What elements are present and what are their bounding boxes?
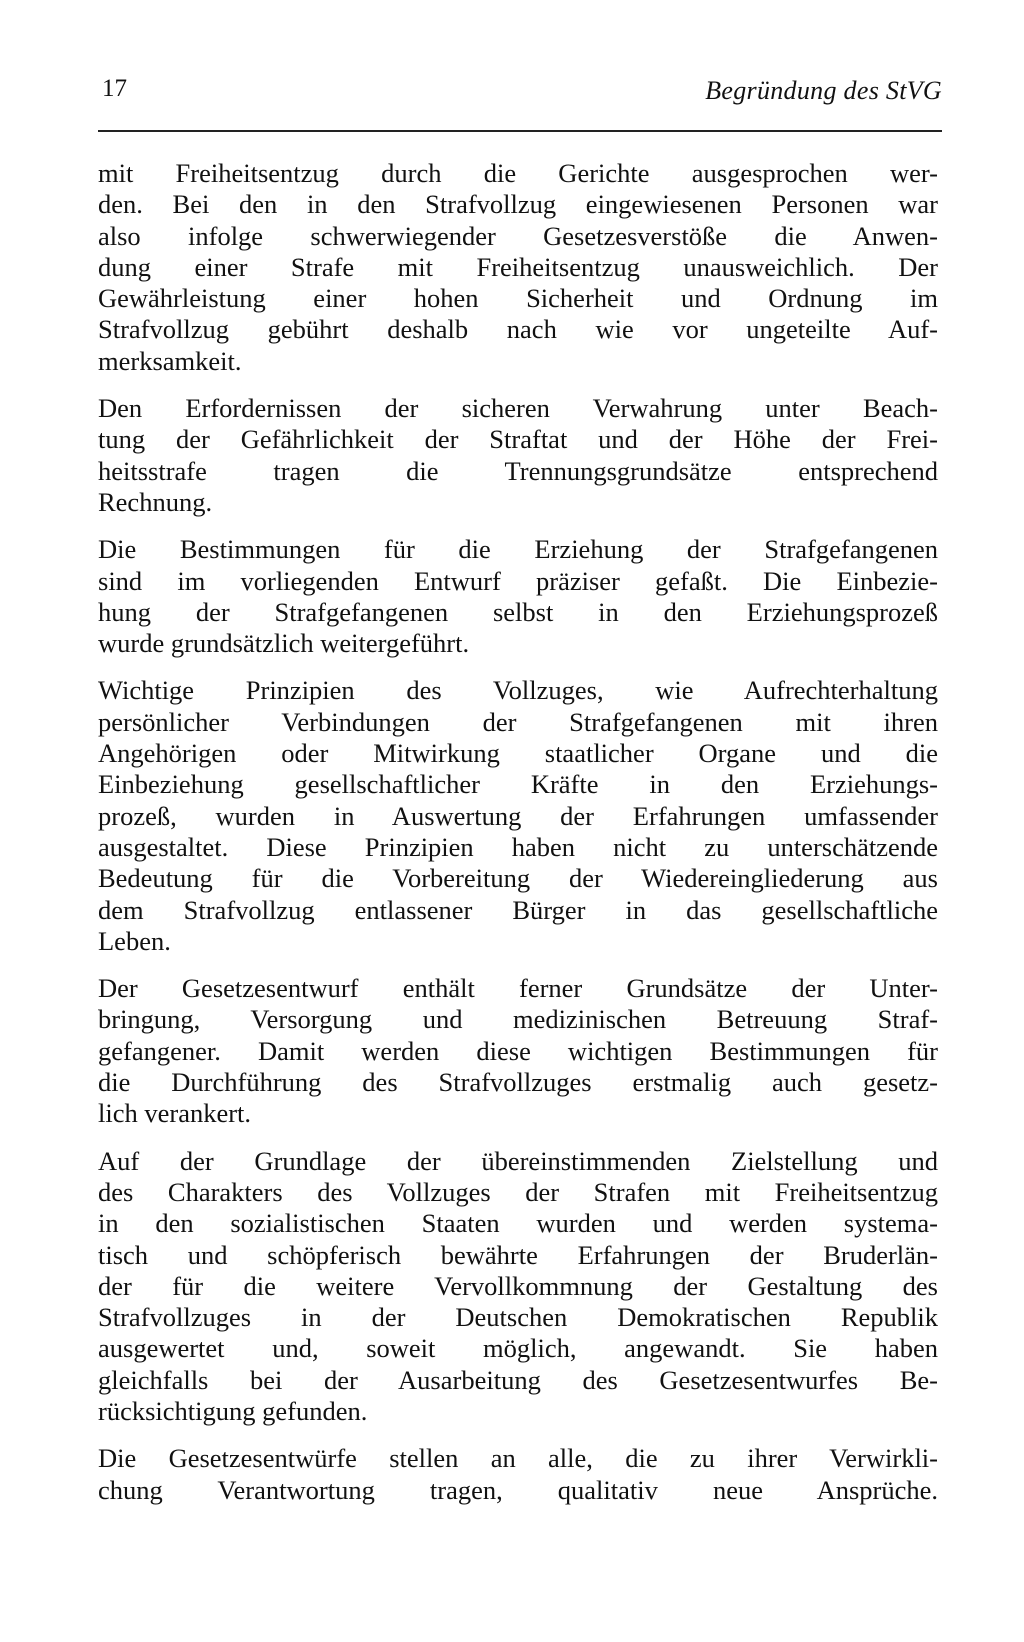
text-line: Gewährleistung einer hohen Sicherheit und Ordnung im [98,283,938,314]
text-line: heitsstrafe tragen die Trennungsgrundsätze entsprechend [98,455,938,486]
text-line: chung Verantwortung tragen, qualitativ neue Ansprüche. [98,1474,938,1505]
page-header [98,74,942,114]
paragraph [98,158,938,377]
text-line: hung der Strafgefangenen selbst in den Erziehungsprozeß [98,596,938,627]
text-line: rücksichtigung gefunden. [98,1395,368,1426]
text-line: Die Gesetzesentwürfe stellen an alle, die zu ihrer Verwirkli- [98,1443,938,1474]
text-line: merksamkeit. [98,345,242,376]
text-line: dem Strafvollzug entlassener Bürger in das gesellschaftliche [98,894,938,925]
text-line: lich verankert. [98,1098,252,1129]
text-line: der für die weitere Vervollkommnung der Gestaltung des [98,1270,938,1301]
text-line: gefangener. Damit werden diese wichtigen Bestimmungen für [98,1035,938,1066]
text-line: den. Bei den in den Strafvollzug eingewiesenen Personen war [98,189,938,220]
text-line: Einbeziehung gesellschaftlicher Kräfte in den Erziehungs- [98,769,938,800]
paragraph [98,393,938,518]
text-line: Die Bestimmungen für die Erziehung der Strafgefangenen [98,534,938,565]
text-line: Auf der Grundlage der übereinstimmenden Zielstellung und [98,1145,938,1176]
text-line: wurde grundsätzlich weitergeführt. [98,628,470,659]
text-line: Angehörigen oder Mitwirkung staatlicher Organe und die [98,738,938,769]
text-line: Strafvollzug gebührt deshalb nach wie vor ungeteilte Auf- [98,314,938,345]
text-line: mit Freiheitsentzug durch die Gerichte ausgesprochen wer- [98,158,938,188]
body-text [98,158,938,1522]
text-line: Den Erfordernissen der sicheren Verwahrung unter Beach- [98,393,938,424]
text-line: sind im vorliegenden Entwurf präziser gefaßt. Die Einbezie- [98,565,938,596]
text-line: Wichtige Prinzipien des Vollzuges, wie Aufrechterhaltung [98,675,938,706]
text-line: tisch und schöpferisch bewährte Erfahrungen der Bruderlän- [98,1239,938,1270]
running-title: Begründung des StVG [705,76,942,105]
text-line: bringung, Versorgung und medizinischen Betreuung Straf- [98,1004,938,1035]
paragraph [98,1443,938,1506]
text-line: gleichfalls bei der Ausarbeitung des Gesetzesentwurfes Be- [98,1364,938,1395]
text-line: die Durchführung des Strafvollzuges erstmalig auch gesetz- [98,1067,938,1098]
header-rule [98,130,942,132]
text-line: Rechnung. [98,486,213,517]
text-line: also infolge schwerwiegender Gesetzesverstöße die Anwen- [98,220,938,251]
page-number: 17 [102,75,127,102]
text-line: in den sozialistischen Staaten wurden und werden systema- [98,1208,938,1239]
text-line: des Charakters des Vollzuges der Strafen mit Freiheitsentzug [98,1176,938,1207]
text-line: Leben. [98,925,171,956]
text-line: persönlicher Verbindungen der Strafgefangenen mit ihren [98,706,938,737]
text-line: ausgestaltet. Diese Prinzipien haben nicht zu unterschätzende [98,831,938,862]
paragraph [98,675,938,957]
text-line: prozeß, wurden in Auswertung der Erfahrungen umfassender [98,800,938,831]
text-line: ausgewertet und, soweit möglich, angewandt. Sie haben [98,1333,938,1364]
paragraph [98,534,938,659]
text-line: Strafvollzuges in der Deutschen Demokratischen Republik [98,1302,938,1333]
text-line: tung der Gefährlichkeit der Straftat und der Höhe der Frei- [98,424,938,455]
paragraph [98,973,938,1129]
text-line: Bedeutung für die Vorbereitung der Wiedereingliederung aus [98,863,938,894]
text-line: Der Gesetzesentwurf enthält ferner Grundsätze der Unter- [98,973,938,1004]
paragraph [98,1146,938,1428]
text-line: dung einer Strafe mit Freiheitsentzug unausweichlich. Der [98,251,938,282]
